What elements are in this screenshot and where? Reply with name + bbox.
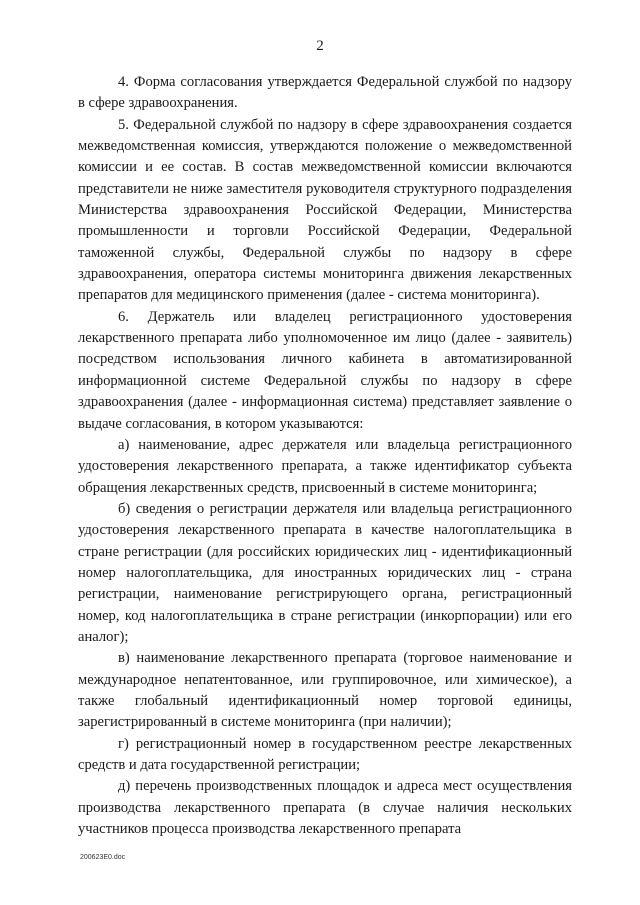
item-a: а) наименование, адрес держателя или владельца регистрационного удостоверения лекарственного препарата, а также идентификатор субъекта обращения лекарственных средств, присвоенный в системе мониторинга; xyxy=(78,436,572,496)
footer-filename: 200623E0.doc xyxy=(80,854,126,861)
item-b: б) сведения о регистрации держателя или владельца регистрационного удостоверения лекарственного препарата в качестве налогоплательщика в стране регистрации (для российских юридических лиц - идентификационный номер налогоплательщика, для иностранных юридических лиц - страна регистрации, наименование регистрирующего органа, регистрационный номер, код налогоплательщика в стране регистрации (инкорпорации) или его аналог); xyxy=(78,500,572,645)
paragraph-5: 5. Федеральной службой по надзору в сфере здравоохранения создается межведомственная комиссия, утверждаются положение о межведомственной комиссии и ее состав. В состав межведомственной комиссии включаются представители не ниже заместителя руководителя структурного подразделения Министерства здравоохранения Российской Федерации, Министерства промышленности и торговли Российской Федерации, Федеральной таможенной службы, Федеральной службы по надзору в сфере здравоохранения, оператора системы мониторинга движения лекарственных препаратов для медицинского применения (далее - система мониторинга). xyxy=(78,116,572,304)
item-v: в) наименование лекарственного препарата (торговое наименование и международное непатентованное, или группировочное, или химическое), а также глобальный идентификационный номер торговой единицы, зарегистрированный в системе мониторинга (при наличии); xyxy=(78,650,572,731)
item-d: д) перечень производственных площадок и адреса мест осуществления производства лекарственного препарата (в случае наличия нескольких участников процесса производства лекарственного препарата xyxy=(78,778,572,838)
paragraph-4: 4. Форма согласования утверждается Федеральной службой по надзору в сфере здравоохранения. xyxy=(78,74,572,112)
document-body xyxy=(78,72,572,840)
paragraph-6: 6. Держатель или владелец регистрационного удостоверения лекарственного препарата либо уполномоченное им лицо (далее - заявитель) посредством использования личного кабинета в автоматизированной информационной системе Федеральной службы по надзору в сфере здравоохранения (далее - информационная система) представляет заявление о выдаче согласования, в котором указываются: xyxy=(78,308,572,432)
page-number: 2 xyxy=(316,38,324,54)
item-g: г) регистрационный номер в государственном реестре лекарственных средств и дата государственной регистрации; xyxy=(78,735,572,773)
